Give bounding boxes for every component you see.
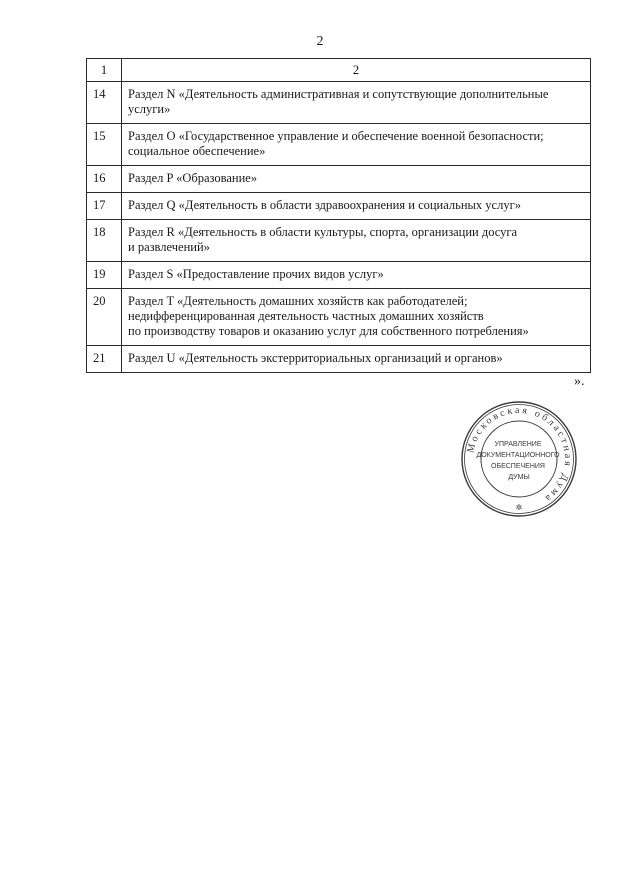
column-header-number: 1	[87, 59, 122, 82]
table-row	[87, 124, 591, 166]
table-row	[87, 193, 591, 220]
row-text: Раздел U «Деятельность экстерриториальных организаций и органов»	[122, 346, 591, 373]
closing-quote-mark: ».	[574, 374, 585, 389]
sections-table	[86, 58, 591, 373]
stamp-line: ОБЕСПЕЧЕНИЯ	[491, 463, 545, 470]
table-row	[87, 82, 591, 124]
column-header-text: 2	[122, 59, 591, 82]
table-row	[87, 289, 591, 346]
row-text: Раздел O «Государственное управление и обеспечение военной безопасности; социальное обеспечение»	[122, 124, 591, 166]
row-number: 15	[87, 124, 122, 166]
stamp-line: ДОКУМЕНТАЦИОННОГО	[476, 452, 560, 459]
stamp-star-icon: ✲	[515, 503, 523, 512]
row-number: 17	[87, 193, 122, 220]
row-text: Раздел N «Деятельность административная и сопутствующие дополнительные услуги»	[122, 82, 591, 124]
row-number: 21	[87, 346, 122, 373]
table-row	[87, 262, 591, 289]
stamp-seal-icon	[460, 400, 578, 518]
row-text: Раздел S «Предоставление прочих видов услуг»	[122, 262, 591, 289]
row-number: 19	[87, 262, 122, 289]
table-row	[87, 220, 591, 262]
row-number: 14	[87, 82, 122, 124]
table-header-row	[87, 59, 591, 82]
row-number: 16	[87, 166, 122, 193]
stamp-line: УПРАВЛЕНИЕ	[494, 441, 542, 448]
official-stamp	[460, 400, 578, 518]
page-number: 2	[316, 34, 324, 49]
stamp-ring-text: Московская областная Дума	[465, 404, 574, 505]
row-number: 20	[87, 289, 122, 346]
stamp-line: ДУМЫ	[508, 474, 530, 481]
svg-text:УПРАВЛЕНИЕ ДОКУМЕНТАЦИОН	[476, 441, 561, 481]
row-text: Раздел R «Деятельность в области культуры, спорта, организации досуга и развлечений»	[122, 220, 591, 262]
row-text: Раздел Q «Деятельность в области здравоохранения и социальных услуг»	[122, 193, 591, 220]
table-row	[87, 346, 591, 373]
row-number: 18	[87, 220, 122, 262]
row-text: Раздел T «Деятельность домашних хозяйств как работодателей; недифференцированная деятельность частных домашних хозяйств по производству товаров и оказанию услуг для собственного потребления»	[122, 289, 591, 346]
table-row	[87, 166, 591, 193]
row-text: Раздел P «Образование»	[122, 166, 591, 193]
